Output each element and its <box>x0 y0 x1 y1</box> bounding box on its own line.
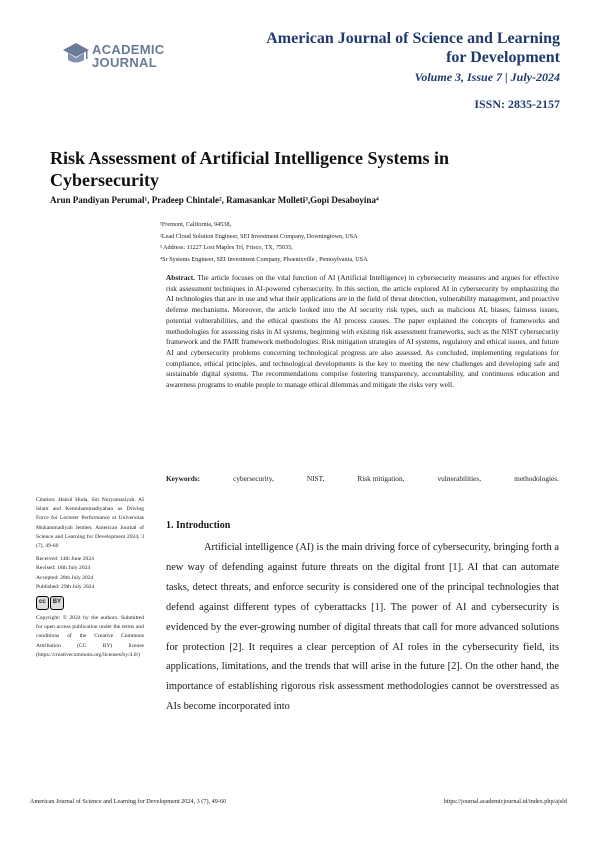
cc-license-badge[interactable] <box>36 596 144 610</box>
affiliation: ⁴Sr Systems Engineer, SEI Investment Company, Phoenixville , Pennsylvania, USA <box>160 255 368 263</box>
abstract-text: The article focuses on the vital function of AI (Artificial Intelligence) in cybersecurity measures and argues for effective risk assessment techniques in AI-powered cybersecurity. In this section, the article explored AI in cybersecurity by emphasizing the AI technologies that are in use and what their applications are in the field of threat detection, vulnerability management, and proactive defense mechanisms. Moreover, the article looked into the AI security risk types, such as malicious AI, biases, fairness issues, potential vulnerabilities, and the ethical questions the AI process causes. The paper explained the concepts of frameworks and methodologies for assessing risks in AI systems, beginning with existing risk assessment frameworks, such as the NIST cybersecurity framework and the FAIR framework methodologies. Risk mitigation strategies of AI systems, regulatory and ethical issues, and future AI and cybersecurity problems concerning technological progress are also assessed. As concluded, implementing regulations for compliance, ethical principles, and technological developments is the key to meeting the new challenges and developing safe and sustainable digital systems. The recommendations comprise fostering transparency, accountability, and continuous education and awareness programs to enable people to manage ethical dilemmas and mitigate the risks very well. <box>166 273 559 390</box>
logo-line1: ACADEMIC <box>92 42 165 57</box>
intro-paragraph: Artificial intelligence (AI) is the main driving force of cybersecurity, bringing forth a new way of defending against future threats on the digital front [1]. AI that can automate tasks, detect threats, and enforce security is considered one of the principal technologies that defend against different types of cyberattacks [1]. The power of AI and cybersecurity is evidenced by the ever-growing number of digital threats that call for more advanced solutions for protection [2]. It requires a clear perception of AI roles in the cybersecurity field, its applications, limitations, and the trends that will arise in the future [2]. On the other hand, the importance of establishing rigorous risk assessment methodologies cannot be overstressed as AIs become incorporated into <box>166 542 559 713</box>
graduation-cap-icon <box>62 40 90 68</box>
volume-issue: Volume 3, Issue 7 | July-2024 <box>414 70 560 84</box>
paper-title: Risk Assessment of Artificial Intelligence Systems in Cybersecurity <box>50 148 449 190</box>
received-date: Received: 14th June 2024 <box>36 556 94 563</box>
abstract <box>166 273 559 391</box>
keyword: methodologies. <box>514 474 559 483</box>
article-sidebar <box>36 496 144 664</box>
keyword: NIST, <box>306 474 325 483</box>
abstract-label: Abstract. <box>166 273 195 282</box>
issn: ISSN: 2835-2157 <box>474 97 560 111</box>
affiliations <box>160 219 560 265</box>
citation: Citation: Hairul Huda, Siti Nuryamasiyah. AI Islam and Kemuhammadiyahan as Driving Force for Lecturer Performance at Universitas Muhammadiyah Jember. American Journal of Science and Learning for Development 2024, 3 (7), 49-60 <box>36 497 144 550</box>
section-heading: 1. Introduction <box>166 520 231 531</box>
keywords-row <box>166 474 559 483</box>
keyword: vulnerabilities, <box>437 474 482 483</box>
keyword: Risk mitigation, <box>357 474 405 483</box>
cc-icon: cc <box>36 596 49 610</box>
keywords-label: Keywords: <box>166 474 201 483</box>
introduction-text <box>166 538 559 717</box>
affiliation: ³ Address: 11227 Lost Maples Trl, Frisco, TX, 75035, <box>160 244 293 251</box>
journal-title: American Journal of Science and Learning for Development <box>266 30 560 66</box>
logo-line2: JOURNAL <box>92 55 157 70</box>
published-date: Published: 29th July 2024 <box>36 583 95 590</box>
journal-logo <box>62 40 182 72</box>
author-list: Arun Pandiyan Perumal¹, Pradeep Chintale², Ramasankar Molleti³,Gopi Desaboyina⁴ <box>50 195 379 205</box>
footer-url[interactable]: https://journal.academicjournal.id/index.php/ajsld <box>443 798 567 805</box>
accepted-date: Accepted: 28th July 2024 <box>36 574 94 581</box>
revised-date: Revised: 18th July 2024 <box>36 565 91 572</box>
footer-citation: American Journal of Science and Learning for Development 2024, 3 (7), 49-60 <box>30 798 227 805</box>
by-icon: BY <box>50 596 64 610</box>
copyright-notice: Copyright: © 2024 by the authors. Submitted for open access publication under the terms and conditions of the Creative Commons Attribution (CC BY) license (https://creativecommons.org/licenses/by/4.0/) <box>36 615 144 658</box>
keyword: cybersecurity, <box>233 474 274 483</box>
affiliation: ¹Fremont, California, 94538, <box>160 221 232 228</box>
affiliation: ²Lead Cloud Solution Engineer, SEI Investment Company, Downingtown, USA <box>160 232 358 240</box>
